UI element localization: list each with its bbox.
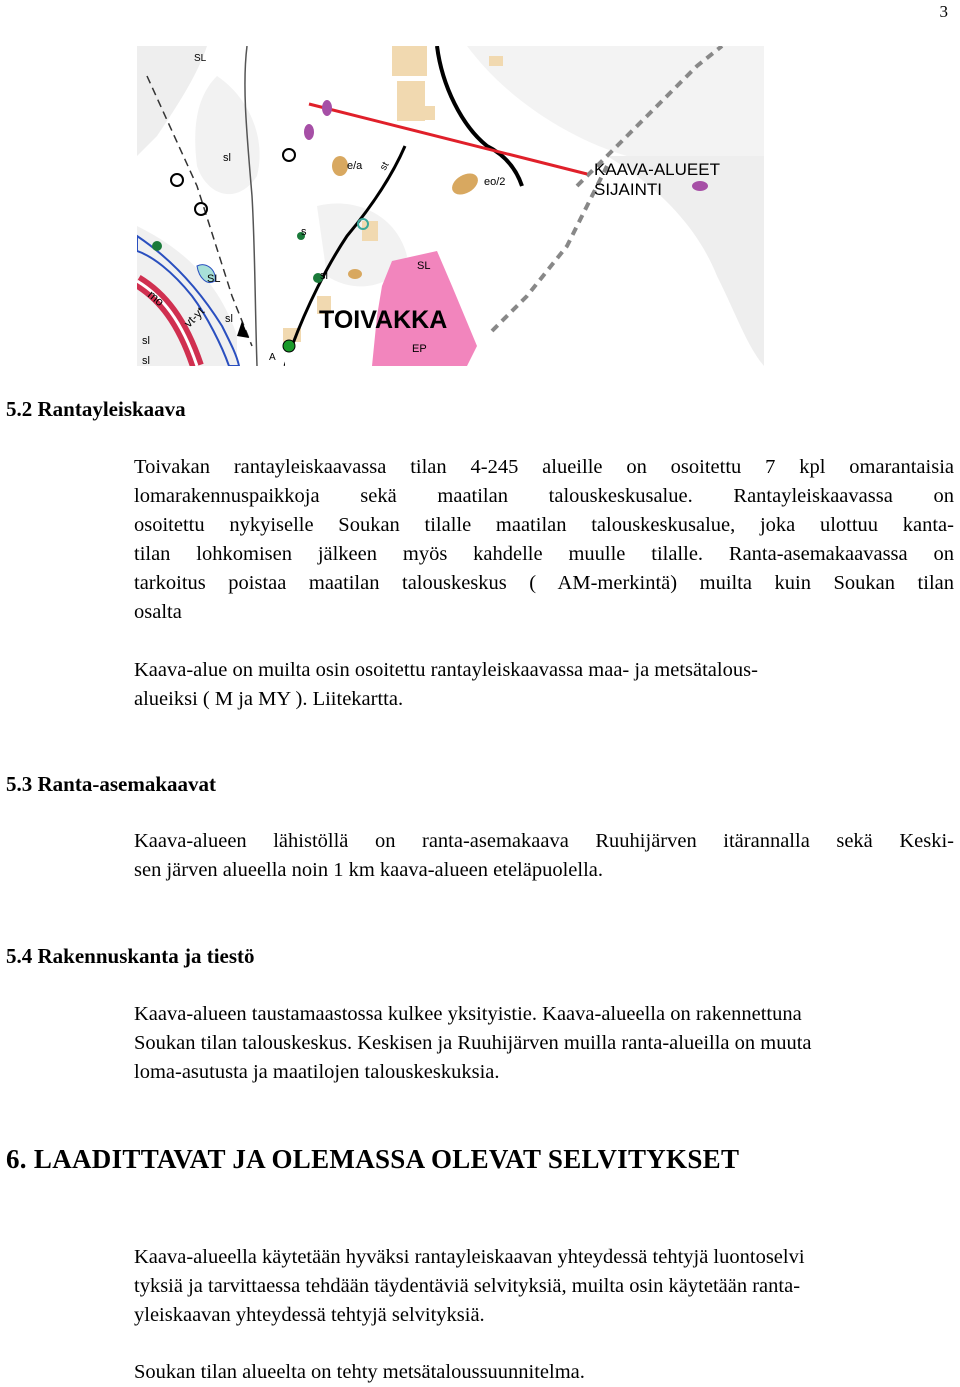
map-place-name: TOIVAKKA xyxy=(319,306,448,334)
text-line: Kaava-alueen taustamaastossa kulkee yksityistie. Kaava-alueella on rakennettuna xyxy=(134,1003,802,1025)
paragraph-5-3 xyxy=(134,827,954,885)
text-line: tyksiä ja tarvittaessa tehdään täydentäviä selvityksiä, muilta osin käytetään ranta- xyxy=(134,1275,801,1297)
map-label-sl-3: sl xyxy=(225,313,233,325)
map-label-SL-2: SL xyxy=(417,260,431,272)
map-label-sl-1: sl xyxy=(223,152,231,164)
paragraph-5-2-b xyxy=(134,656,954,714)
text-line: Soukan tilan alueelta on tehty metsätaloussuunnitelma. xyxy=(134,1361,585,1383)
text-line: yleiskaavan yhteydessä tehtyjä selvityksiä. xyxy=(134,1304,485,1326)
map-label-SL-3: SL xyxy=(194,53,207,64)
map-label-st: st xyxy=(378,160,392,173)
text-line: tilan lohkomisen jälkeen myös kahdelle muulle tilalle. Ranta-asemakaavassa on xyxy=(134,543,954,565)
map-label-a: A xyxy=(269,352,276,363)
text-line: osoitettu nykyiselle Soukan tilalle maatilan talouskeskusalue, joka ulottuu kanta- xyxy=(134,514,954,536)
text-line: Kaava-alueella käytetään hyväksi rantayleiskaavan yhteydessä tehtyjä luontoselvi xyxy=(134,1246,805,1268)
map-label-sl-5: sl xyxy=(142,355,150,366)
location-map xyxy=(137,46,764,366)
paragraph-5-4 xyxy=(134,1000,954,1087)
section-heading-5-4: 5.4 Rakennuskanta ja tiestö xyxy=(6,944,255,968)
map-legend-subtitle: SIJAINTI xyxy=(594,180,663,199)
map-label-sl-2: sl xyxy=(320,270,328,282)
text-line: Kaava-alue on muilta osin osoitettu rantayleiskaavassa maa- ja metsätalous- xyxy=(134,659,758,681)
map-label-sl-4: sl xyxy=(142,335,150,347)
map-legend-title: KAAVA-ALUEET xyxy=(594,160,720,179)
text-line: loma-asutusta ja maatilojen talouskeskuksia. xyxy=(134,1061,500,1083)
map-label-ep: EP xyxy=(412,343,427,355)
map-label-s: s xyxy=(301,226,307,238)
map-label-vtyt: vt-yt xyxy=(181,304,208,331)
text-line: sen järven alueella noin 1 km kaava-alueen eteläpuolella. xyxy=(134,859,604,881)
location-map-graphic xyxy=(137,46,764,366)
map-label-ea: e/a xyxy=(347,160,363,172)
page-number: 3 xyxy=(939,2,948,21)
section-heading-6: 6. LAADITTAVAT JA OLEMASSA OLEVAT SELVITYKSET xyxy=(6,1144,740,1174)
map-label-eo2: eo/2 xyxy=(484,176,506,188)
paragraph-6-b xyxy=(134,1358,954,1387)
map-label-SL-1: SL xyxy=(207,273,221,285)
section-heading-5-3: 5.3 Ranta-asemakaavat xyxy=(6,772,216,796)
paragraph-6-a xyxy=(134,1243,954,1330)
text-line: alueiksi ( M ja MY ). Liitekartta. xyxy=(134,688,404,710)
text-line: Toivakan rantayleiskaavassa tilan 4-245 alueille on osoitettu 7 kpl omarantaisia xyxy=(134,456,954,478)
text-line: osalta xyxy=(134,601,182,623)
map-label-mo: mo xyxy=(145,287,167,310)
paragraph-5-2-a xyxy=(134,453,954,627)
text-line: lomarakennuspaikkoja sekä maatilan talouskeskusalue. Rantayleiskaavassa on xyxy=(134,485,954,507)
text-line: Soukan tilan talouskeskus. Keskisen ja Ruuhijärven muilla ranta-alueilla on muuta xyxy=(134,1032,812,1054)
section-heading-5-2: 5.2 Rantayleiskaava xyxy=(6,397,186,421)
text-line: Kaava-alueen lähistöllä on ranta-asemakaava Ruuhijärven itärannalla sekä Keski- xyxy=(134,830,954,852)
text-line: tarkoitus poistaa maatilan talouskeskus ( AM-merkintä) muilta kuin Soukan tilan xyxy=(134,572,954,594)
